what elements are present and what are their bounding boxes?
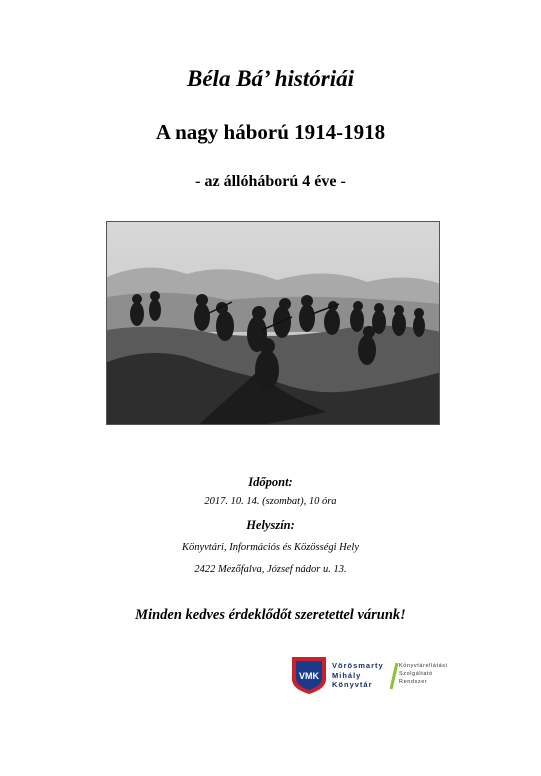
invitation-text: Minden kedves érdeklődőt szeretettel várunk! (135, 607, 406, 623)
place-label: Helyszín: (246, 518, 295, 532)
vmk-shield-logo (289, 655, 331, 695)
poster-title: Béla Bá’ históriái (187, 66, 354, 91)
vmk-line: Mihály (332, 670, 362, 680)
war-photo-illustration (107, 222, 440, 425)
ksr-line: Könyvtárellátási (399, 663, 448, 669)
time-label: Időpont: (248, 475, 293, 489)
library-logos (289, 655, 489, 695)
time-value: 2017. 10. 14. (szombat), 10 óra (204, 496, 337, 507)
ksr-line: Rendszer (399, 679, 428, 685)
ksr-line: Szolgáltató (399, 671, 433, 677)
vmk-line: Vörösmarty (332, 661, 384, 670)
place-line1: Könyvtári, Információs és Közösségi Hely (181, 542, 360, 553)
war-photo (106, 221, 440, 425)
poster-tagline: - az állóháború 4 éve - (195, 173, 346, 190)
ksr-logo-text (399, 662, 447, 686)
green-slash-divider (389, 661, 399, 691)
vmk-line: Könyvtár (332, 680, 373, 689)
poster-subtitle: A nagy háború 1914-1918 (155, 120, 386, 144)
vmk-badge-text: VMK (299, 671, 319, 681)
place-line2: 2422 Mezőfalva, József nádor u. 13. (194, 564, 347, 575)
vmk-logo-text (332, 661, 384, 690)
